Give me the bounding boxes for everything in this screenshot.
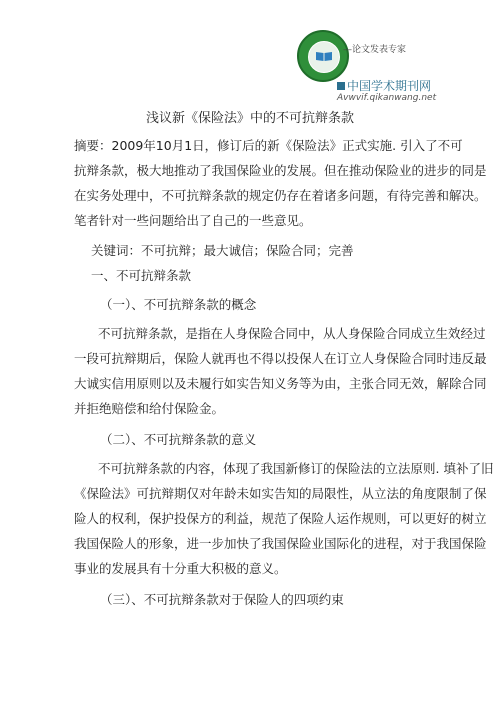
brand-name: 中国学术期刊网 (347, 79, 432, 93)
paragraph-line: 并拒绝赔偿和给付保险金。 (74, 401, 225, 416)
book-icon (315, 51, 333, 62)
paragraph-line: 事业的发展具有十分重大积极的意义。 (74, 561, 287, 576)
site-logo (297, 30, 497, 110)
subsection-heading: （三）、不可抗辩条款对于保险人的四项约束 (100, 592, 344, 607)
journal-seal-logo (297, 30, 349, 82)
site-slogan: —论文发表专家 (343, 45, 407, 55)
paragraph-line: 一段可抗辩期后，保险人就再也不得以投保人在订立人身保险合同时违反最 (74, 351, 487, 366)
document-title: 浅议新《保险法》中的不可抗辩条款 (145, 111, 354, 126)
paragraph-line: 不可抗辩条款的内容，体现了我国新修订的保险法的立法原则. 填补了旧 (98, 461, 494, 476)
abstract-line: 在实务处理中，不可抗辩条款的规定仍存在着诸多问题，有待完善和解决。 (74, 188, 487, 203)
subsection-heading: （二）、不可抗辩条款的意义 (100, 432, 257, 447)
abstract-line: 笔者针对一些问题给出了自己的一些意见。 (74, 213, 312, 228)
brand-url: Avwvif.qikanwang.net (337, 93, 437, 103)
paragraph-line: 《保险法》可抗辩期仅对年龄未如实告知的局限性，从立法的角度限制了保 (74, 486, 487, 501)
paragraph-line: 险人的权利，保护投保方的利益，规范了保险人运作规则，可以更好的树立 (74, 511, 487, 526)
abstract-line: 抗辩条款，极大地推动了我国保险业的发展。但在推动保险业的进步的同是 (74, 163, 487, 178)
brand-square-icon (337, 82, 345, 90)
abstract-line: 摘要：2009年10月1日，修订后的新《保险法》正式实施. 引入了不可 (74, 138, 463, 153)
section-heading: 一、不可抗辩条款 (91, 268, 192, 283)
paragraph-line: 我国保险人的形象，进一步加快了我国保险业国际化的进程，对于我国保险 (74, 536, 487, 551)
subsection-heading: （一）、不可抗辩条款的概念 (100, 297, 257, 312)
paragraph-line: 大诚实信用原则以及未履行如实告知义务等为由，主张合同无效，解除合同 (74, 376, 487, 391)
paragraph-line: 不可抗辩条款，是指在人身保险合同中，从人身保险合同成立生效经过 (98, 326, 486, 341)
keywords: 关键词：不可抗辩；最大诚信；保险合同；完善 (91, 243, 354, 258)
